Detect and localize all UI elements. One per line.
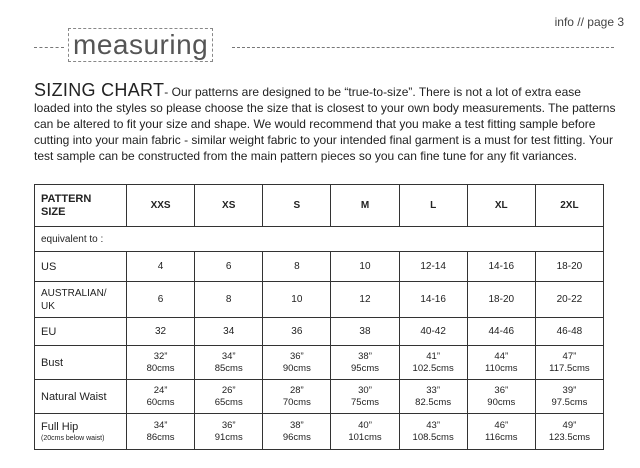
row-label (35, 282, 127, 318)
inches-value: 38” (358, 350, 372, 362)
cms-value: 85cms (214, 362, 243, 374)
inches-value: 41” (426, 350, 440, 362)
cms-value: 82.5cms (415, 396, 452, 408)
inches-value: 32” (153, 350, 168, 362)
cms-value: 80cms (146, 362, 175, 374)
table-cell: 14-16 (467, 252, 535, 282)
row-label-main: Full Hip (41, 420, 79, 433)
inches-value: 34” (221, 350, 236, 362)
row-label-line1: AUSTRALIAN/ (41, 287, 107, 299)
dashed-rule-left (34, 47, 64, 48)
pattern-size-line1: PATTERN (41, 192, 92, 205)
table-cell: 14-16 (399, 282, 467, 318)
size-header: 2XL (535, 185, 603, 227)
table-cell: 6 (195, 252, 263, 282)
table-cell: 4 (127, 252, 195, 282)
table-row (35, 318, 604, 346)
table-cell (127, 346, 195, 380)
cms-value: 65cms (214, 396, 243, 408)
cms-value: 90cms (282, 362, 311, 374)
row-label: EU (35, 318, 127, 346)
sizing-table (34, 184, 604, 450)
inches-value: 33” (426, 384, 440, 396)
inches-value: 49” (562, 419, 577, 431)
inches-value: 36” (494, 384, 509, 396)
inches-value: 24” (153, 384, 168, 396)
table-cell: 40-42 (399, 318, 467, 346)
row-label-line2: UK (41, 300, 55, 312)
table-cell (263, 380, 331, 414)
table-cell (331, 380, 399, 414)
section-title: measuring (73, 29, 209, 60)
table-cell (195, 380, 263, 414)
table-row (35, 346, 604, 380)
inches-value: 43” (426, 419, 440, 431)
size-header: XS (195, 185, 263, 227)
cms-value: 110cms (484, 362, 518, 374)
inches-value: 36” (221, 419, 236, 431)
sizing-chart-heading: SIZING CHART (34, 80, 165, 100)
equivalent-row (35, 227, 604, 252)
size-header: S (263, 185, 331, 227)
cms-value: 108.5cms (412, 431, 454, 443)
table-cell (399, 380, 467, 414)
table-cell: 6 (127, 282, 195, 318)
table-row (35, 282, 604, 318)
cms-value: 101cms (348, 431, 382, 443)
table-cell (263, 346, 331, 380)
dashed-rule-right (232, 47, 614, 48)
table-cell: 12 (331, 282, 399, 318)
table-cell (195, 346, 263, 380)
pattern-size-line2: SIZE (41, 205, 66, 218)
cms-value: 123.5cms (548, 431, 591, 443)
cms-value: 90cms (487, 396, 516, 408)
table-cell (535, 346, 603, 380)
row-label (35, 414, 127, 450)
table-cell (535, 414, 603, 450)
inches-value: 30” (358, 384, 372, 396)
table-cell: 36 (263, 318, 331, 346)
table-cell (331, 414, 399, 450)
table-cell: 8 (195, 282, 263, 318)
inches-value: 36” (289, 350, 304, 362)
inches-value: 46” (494, 419, 509, 431)
inches-value: 38” (289, 419, 304, 431)
row-label-note: (20cms below waist) (41, 434, 105, 442)
row-label: Bust (35, 346, 127, 380)
inches-value: 47” (562, 350, 577, 362)
row-label: Natural Waist (35, 380, 127, 414)
page-label: info // page 3 (554, 15, 624, 29)
table-row (35, 414, 604, 450)
table-cell: 18-20 (467, 282, 535, 318)
cms-value: 117.5cms (549, 362, 590, 374)
section-title-box (68, 28, 213, 62)
cms-value: 102.5cms (412, 362, 454, 374)
intro-text: - Our patterns are designed to be “true-to-size”. There is not a lot of extra ease loaded into the styles so please choose the size that is closest to your own body measurements. The patterns can be altered to fit your size and shape. We would recommend that you make a test fitting sample before cutting into your main fabric - similar weight fabric to your intended final garment is a must for test fitting. Your test sample can be constructed from the main pattern pieces so you can fine tune for any fit variances. (34, 85, 616, 163)
table-cell: 10 (263, 282, 331, 318)
inches-value: 39” (562, 384, 577, 396)
table-cell (195, 414, 263, 450)
table-header-row (35, 185, 604, 227)
table-cell: 34 (195, 318, 263, 346)
size-header: XXS (127, 185, 195, 227)
pattern-size-label (35, 185, 127, 227)
table-cell: 44-46 (467, 318, 535, 346)
table-cell: 32 (127, 318, 195, 346)
table-cell (127, 414, 195, 450)
table-cell: 10 (331, 252, 399, 282)
cms-value: 70cms (282, 396, 311, 408)
table-cell: 20-22 (535, 282, 603, 318)
inches-value: 26” (221, 384, 236, 396)
size-header: L (399, 185, 467, 227)
table-cell (467, 414, 535, 450)
table-cell (535, 380, 603, 414)
section-header (34, 28, 614, 62)
table-cell: 18-20 (535, 252, 603, 282)
table-cell (399, 346, 467, 380)
cms-value: 91cms (214, 431, 243, 443)
intro-paragraph (34, 82, 616, 164)
equivalent-label: equivalent to : (35, 227, 604, 252)
table-cell (467, 346, 535, 380)
table-cell: 46-48 (535, 318, 603, 346)
cms-value: 97.5cms (551, 396, 588, 408)
inches-value: 44” (494, 350, 509, 362)
cms-value: 95cms (351, 362, 379, 374)
cms-value: 96cms (282, 431, 311, 443)
table-cell (467, 380, 535, 414)
cms-value: 60cms (146, 396, 175, 408)
inches-value: 40” (358, 419, 372, 431)
inches-value: 34” (153, 419, 168, 431)
cms-value: 116cms (484, 431, 518, 443)
table-cell (127, 380, 195, 414)
table-cell (263, 414, 331, 450)
table-cell: 12-14 (399, 252, 467, 282)
row-label: US (35, 252, 127, 282)
table-row (35, 252, 604, 282)
size-header: M (331, 185, 399, 227)
table-cell: 8 (263, 252, 331, 282)
table-cell (399, 414, 467, 450)
table-cell (331, 346, 399, 380)
size-header: XL (467, 185, 535, 227)
inches-value: 28” (289, 384, 304, 396)
cms-value: 86cms (146, 431, 175, 443)
table-cell: 38 (331, 318, 399, 346)
cms-value: 75cms (351, 396, 379, 408)
table-row (35, 380, 604, 414)
